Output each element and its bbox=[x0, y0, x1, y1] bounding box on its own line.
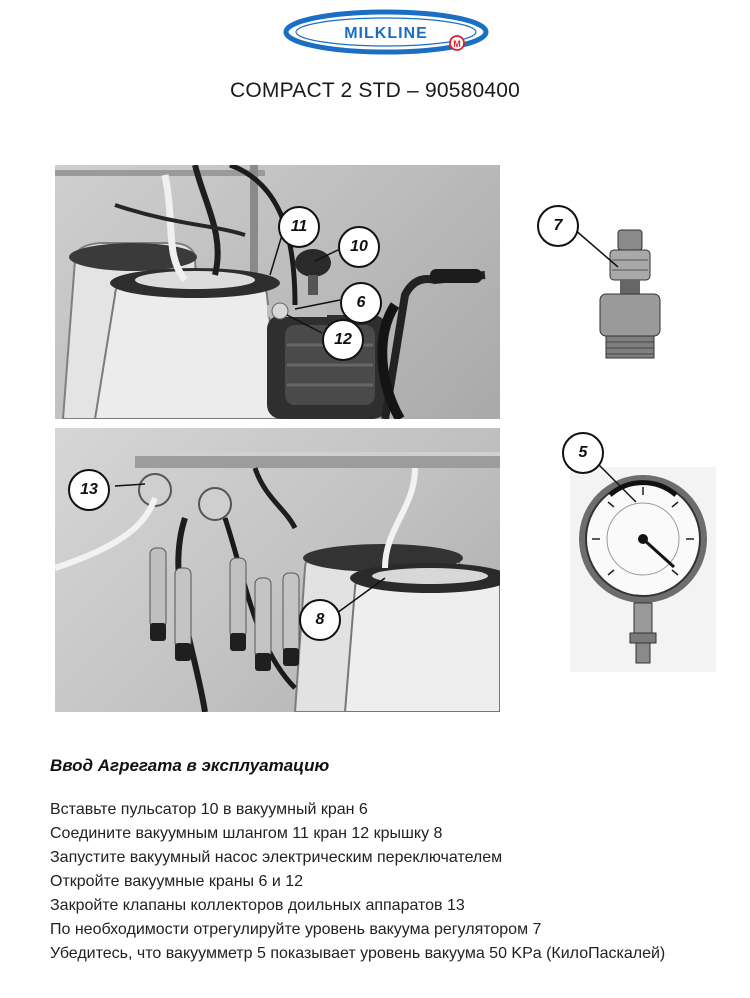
callout-7: 7 bbox=[537, 205, 579, 247]
milking-unit-photo bbox=[55, 165, 500, 419]
instructions-heading: Ввод Агрегата в эксплуатацию bbox=[50, 756, 330, 775]
instruction-step: Соедините вакуумным шлангом 11 кран 12 крышку 8 bbox=[50, 825, 443, 842]
svg-text:M: M bbox=[453, 39, 461, 49]
instruction-step: Откройте вакуумные краны 6 и 12 bbox=[50, 873, 303, 890]
callout-10: 10 bbox=[338, 226, 380, 268]
callout-12: 12 bbox=[322, 319, 364, 361]
instruction-step: По необходимости отрегулируйте уровень вакуума регулятором 7 bbox=[50, 921, 542, 938]
callout-6: 6 bbox=[340, 282, 382, 324]
page-title: COMPACT 2 STD – 90580400 bbox=[230, 79, 520, 102]
logo-text: MILKLINE bbox=[344, 25, 428, 42]
instruction-step: Убедитесь, что вакуумметр 5 показывает уровень вакуума 50 KPa (КилоПаскалей) bbox=[50, 945, 666, 962]
milkline-logo bbox=[283, 8, 489, 56]
callout-5: 5 bbox=[562, 432, 604, 474]
callout-8: 8 bbox=[299, 599, 341, 641]
instruction-step: Запустите вакуумный насос электрическим переключателем bbox=[50, 849, 503, 866]
milking-clusters-photo bbox=[55, 428, 500, 712]
callout-13: 13 bbox=[68, 469, 110, 511]
instruction-step: Вставьте пульсатор 10 в вакуумный кран 6 bbox=[50, 801, 368, 818]
instruction-step: Закройте клапаны коллекторов доильных аппаратов 13 bbox=[50, 897, 465, 914]
callout-11: 11 bbox=[278, 206, 320, 248]
